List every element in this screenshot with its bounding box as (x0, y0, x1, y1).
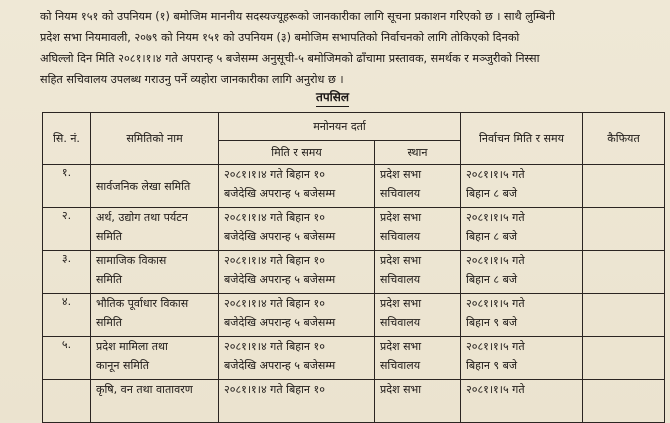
committee-name-line: अर्थ, उद्योग तथा पर्यटन (96, 211, 188, 224)
place-line: प्रदेश सभा (380, 168, 422, 181)
committee-name-line: समिति (96, 230, 122, 243)
header-date-time: मिति र समय (219, 141, 375, 165)
election-cell (461, 380, 583, 423)
election-line: २०८१।१।५ गते (466, 297, 525, 310)
header-election-date-time: निर्वाचन मिति र समय (461, 113, 583, 165)
table-row (43, 380, 665, 423)
election-line: बिहान ८ बजे (466, 230, 518, 243)
election-line: २०८१।१।५ गते (466, 211, 525, 224)
header-serial: सि. नं. (43, 113, 91, 165)
date-line: बजेदेखि अपरान्ह ५ बजेसम्म (224, 359, 336, 372)
election-line: बिहान ८ बजे (466, 187, 518, 200)
header-remarks: कैफियत (583, 113, 665, 165)
election-cell (461, 294, 583, 337)
nomination-date-cell (219, 337, 375, 380)
place-line: प्रदेश सभा (380, 340, 422, 353)
table-row (43, 165, 665, 208)
table-row (43, 294, 665, 337)
nomination-date-cell (219, 294, 375, 337)
committee-name-line: समिति (96, 273, 122, 286)
paragraph-line: सहित सचिवालय उपलब्ध गराउनु पर्ने व्यहोरा जानकारीका लागि अनुरोध छ । (40, 73, 344, 86)
place-line: प्रदेश सभा (380, 211, 422, 224)
election-line: बिहान ९ बजे (466, 359, 518, 372)
committee-name-line: कृषि, वन तथा वातावरण (96, 383, 193, 396)
date-line: बजेदेखि अपरान्ह ५ बजेसम्म (224, 230, 336, 243)
election-cell (461, 208, 583, 251)
table-row (43, 251, 665, 294)
table-title: तपसिल (316, 88, 349, 107)
place-cell (375, 251, 461, 294)
paragraph-line: को नियम १५१ को उपनियम (१) बमोजिम माननीय सदस्यज्यूहरूको जानकारीका लागि सूचना प्रकाशन गरिएको छ । साथै लुम्बिनी (40, 10, 555, 23)
nomination-date-cell (219, 208, 375, 251)
place-line: प्रदेश सभा (380, 297, 422, 310)
place-cell (375, 294, 461, 337)
table-row (43, 337, 665, 380)
notice-paragraph (40, 6, 660, 90)
serial-cell: ४. (43, 294, 91, 337)
election-cell (461, 337, 583, 380)
table-header-row (43, 113, 665, 141)
election-line: बिहान ९ बजे (466, 316, 518, 329)
nomination-date-cell (219, 165, 375, 208)
committee-name-cell (91, 380, 219, 423)
place-line: प्रदेश सभा (380, 254, 422, 267)
remarks-cell (583, 294, 665, 337)
serial-cell: १. (43, 165, 91, 208)
paragraph-line: प्रदेश सभा नियमावली, २०७९ को नियम १५१ को उपनियम (३) बमोजिम सभापतिको निर्वाचनको लागि तोकिएको दिनको (40, 31, 520, 44)
committee-name-cell (91, 294, 219, 337)
committee-name-line: भौतिक पूर्वाधार विकास (96, 297, 189, 310)
date-line: बजेदेखि अपरान्ह ५ बजेसम्म (224, 316, 336, 329)
election-line: २०८१।१।५ गते (466, 383, 525, 396)
date-line: बजेदेखि अपरान्ह ५ बजेसम्म (224, 273, 336, 286)
place-cell (375, 380, 461, 423)
committee-name-cell (91, 337, 219, 380)
date-line: २०८१।१।४ गते बिहान १० (224, 340, 325, 353)
header-nomination: मनोनयन दर्ता (219, 113, 461, 141)
place-cell (375, 208, 461, 251)
place-line: सचिवालय (380, 187, 421, 200)
date-line: २०८१।१।४ गते बिहान १० (224, 297, 325, 310)
committee-name-line: प्रदेश मामिला तथा (96, 340, 168, 353)
nomination-date-cell (219, 380, 375, 423)
header-place: स्थान (375, 141, 461, 165)
election-line: २०८१।१।५ गते (466, 340, 525, 353)
committee-name-cell (91, 208, 219, 251)
committee-name-cell (91, 251, 219, 294)
serial-cell: २. (43, 208, 91, 251)
paragraph-line: अघिल्लो दिन मिति २०८१।१।४ गते अपरान्ह ५ बजेसम्म अनुसूची-५ बमोजिमको ढाँचामा प्रस्तावक, समर्थक र मञ्जुरीको निस्सा (40, 52, 540, 65)
date-line: २०८१।१।४ गते बिहान १० (224, 383, 325, 396)
committee-name-line: समिति (96, 316, 122, 329)
election-cell (461, 251, 583, 294)
place-line: सचिवालय (380, 359, 421, 372)
serial-cell: ३. (43, 251, 91, 294)
place-line: सचिवालय (380, 273, 421, 286)
election-line: २०८१।१।५ गते (466, 168, 525, 181)
remarks-cell (583, 165, 665, 208)
place-line: सचिवालय (380, 316, 421, 329)
remarks-cell (583, 380, 665, 423)
remarks-cell (583, 337, 665, 380)
election-cell (461, 165, 583, 208)
committee-name-line: सामाजिक विकास (96, 254, 167, 267)
committee-name-line: सार्वजनिक लेखा समिति (96, 179, 191, 193)
serial-cell (43, 380, 91, 423)
committee-schedule-table (42, 112, 665, 423)
date-line: २०८१।१।४ गते बिहान १० (224, 254, 325, 267)
remarks-cell (583, 208, 665, 251)
serial-cell: ५. (43, 337, 91, 380)
date-line: २०८१।१।४ गते बिहान १० (224, 211, 325, 224)
place-line: सचिवालय (380, 230, 421, 243)
header-committee-name: समितिको नाम (91, 113, 219, 165)
nomination-date-cell (219, 251, 375, 294)
table-row (43, 208, 665, 251)
committee-name-line: कानून समिति (96, 359, 149, 372)
place-cell (375, 165, 461, 208)
date-line: २०८१।१।४ गते बिहान १० (224, 168, 325, 181)
election-line: बिहान ८ बजे (466, 273, 518, 286)
remarks-cell (583, 251, 665, 294)
place-cell (375, 337, 461, 380)
place-line: प्रदेश सभा (380, 383, 422, 396)
committee-name-cell (91, 165, 219, 208)
date-line: बजेदेखि अपरान्ह ५ बजेसम्म (224, 187, 336, 200)
election-line: २०८१।१।५ गते (466, 254, 525, 267)
